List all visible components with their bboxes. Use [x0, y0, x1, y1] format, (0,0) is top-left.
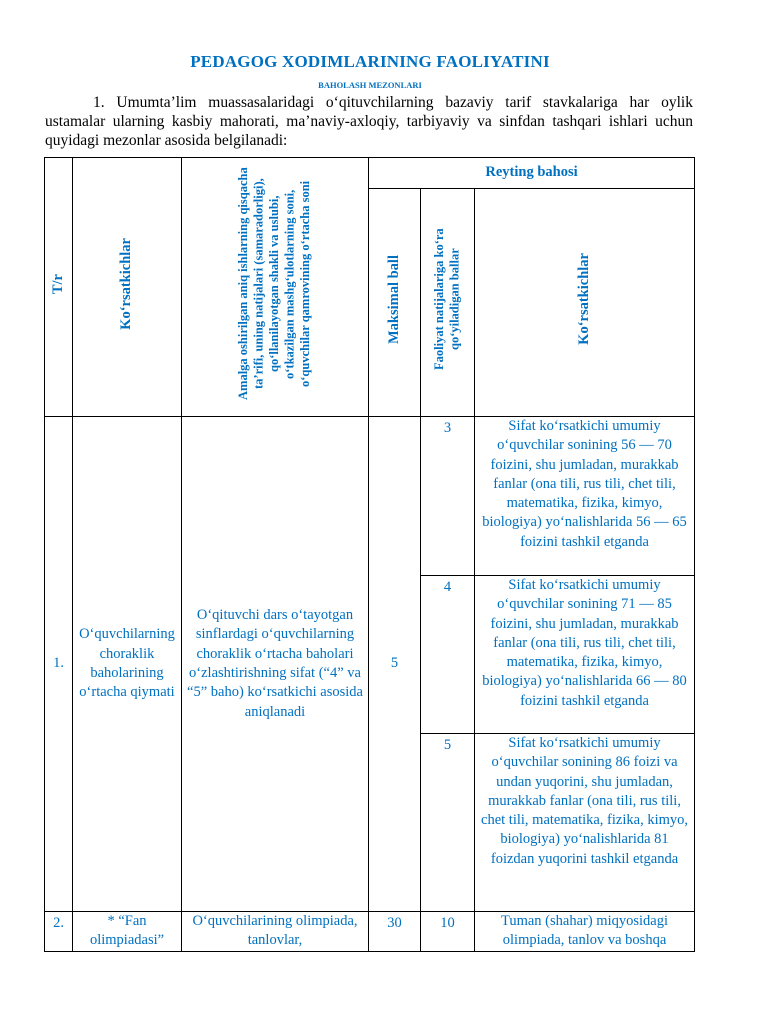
- header-rating-indicators: Ko‘rsatkichlar: [575, 253, 592, 346]
- header-tr-cell: [45, 158, 73, 417]
- row-criterion-text: Sifat ko‘rsatkichi umumiy o‘quvchilar sonining 71 — 85 foizini, shu jumladan, murakkab fanlar (ona tili, rus tili, chet tili, matematika, fizika, kimyo, biologiya) yo‘nalishlarida 66 — 80 foizini tashkil etganda: [475, 576, 695, 734]
- row-max-ball: 5: [369, 417, 421, 912]
- header-tr: T/r: [49, 273, 66, 294]
- table-row: [45, 912, 695, 952]
- row-ball: 4: [421, 576, 475, 734]
- header-rating-indicators-cell: [475, 189, 695, 417]
- row-ball: 3: [421, 417, 475, 576]
- header-work-desc: Amalga oshirilgan aniq ishlarning qisqacha ta’rifi, uning natijalari (samaradorligi), qo‘llanilayotgan shakli va uslubi, o‘tkazilgan mashg‘ulotlarning soni, o‘quvchilar qamrovining o‘rtacha soni: [236, 167, 313, 401]
- row-ball: 10: [421, 912, 475, 952]
- header-indicators-cell: [73, 158, 182, 417]
- intro-paragraph: 1. Umumta’lim muassasalaridagi o‘qituvchilarning bazaviy tarif stavkalariga har oylik ustamalar ularning kasbiy mahorati, ma’naviy-axloqiy, tarbiyaviy va sinfdan tashqari ishlari uchun quyidagi mezonlar asosida belgilanadi:: [45, 94, 693, 149]
- row-criterion-text: Sifat ko‘rsatkichi umumiy o‘quvchilar sonining 86 foizi va undan yuqorini, shu jumladan, murakkab fanlar (ona tili, rus tili, chet tili, matematika, fizika, kimyo, biologiya) yo‘nalishlarida 81 foizdan yuqorini tashkil etganda: [475, 734, 695, 912]
- document-subtitle: BAHOLASH MEZONLARI: [318, 80, 422, 90]
- header-max-ball-cell: [369, 189, 421, 417]
- row-description: O‘qituvchi dars o‘tayotgan sinflardagi o‘quvchilarning choraklik o‘rtacha baholari o‘zlashtirishning sifat (“4” va “5” baho) ko‘rsatkichi asosida aniqlanadi: [182, 417, 369, 912]
- row-criterion-text: Tuman (shahar) miqyosidagi olimpiada, tanlov va boshqa: [475, 912, 695, 952]
- row-ball: 5: [421, 734, 475, 912]
- table-row: [45, 417, 695, 576]
- header-result-ball-cell: [421, 189, 475, 417]
- row-description: O‘quvchilarining olimpiada, tanlovlar,: [182, 912, 369, 952]
- row-criterion-text: Sifat ko‘rsatkichi umumiy o‘quvchilar sonining 56 — 70 foizini, shu jumladan, murakkab fanlar (ona tili, rus tili, chet tili, matematika, fizika, kimyo, biologiya) yo‘nalishlarida 56 — 65 foizini tashkil etganda: [475, 417, 695, 576]
- row-indicator: O‘quvchilarning choraklik baholarining o‘rtacha qiymati: [73, 417, 182, 912]
- header-work-desc-cell: [182, 158, 369, 417]
- header-indicators: Ko‘rsatkichlar: [118, 237, 135, 330]
- row-number: 2.: [45, 912, 73, 952]
- row-indicator: * “Fan olimpiadasi”: [73, 912, 182, 952]
- row-number: 1.: [45, 417, 73, 912]
- header-row: [45, 158, 695, 189]
- header-max-ball: Maksimal ball: [385, 254, 402, 344]
- criteria-table: [44, 157, 695, 952]
- row-max-ball: 30: [369, 912, 421, 952]
- document-title: PEDAGOG XODIMLARINING FAOLIYATINI: [190, 52, 550, 71]
- header-result-ball: Faoliyat natijalariga ko‘ra qo‘yiladigan ballar: [432, 228, 462, 371]
- header-rating: Reyting bahosi: [369, 158, 695, 189]
